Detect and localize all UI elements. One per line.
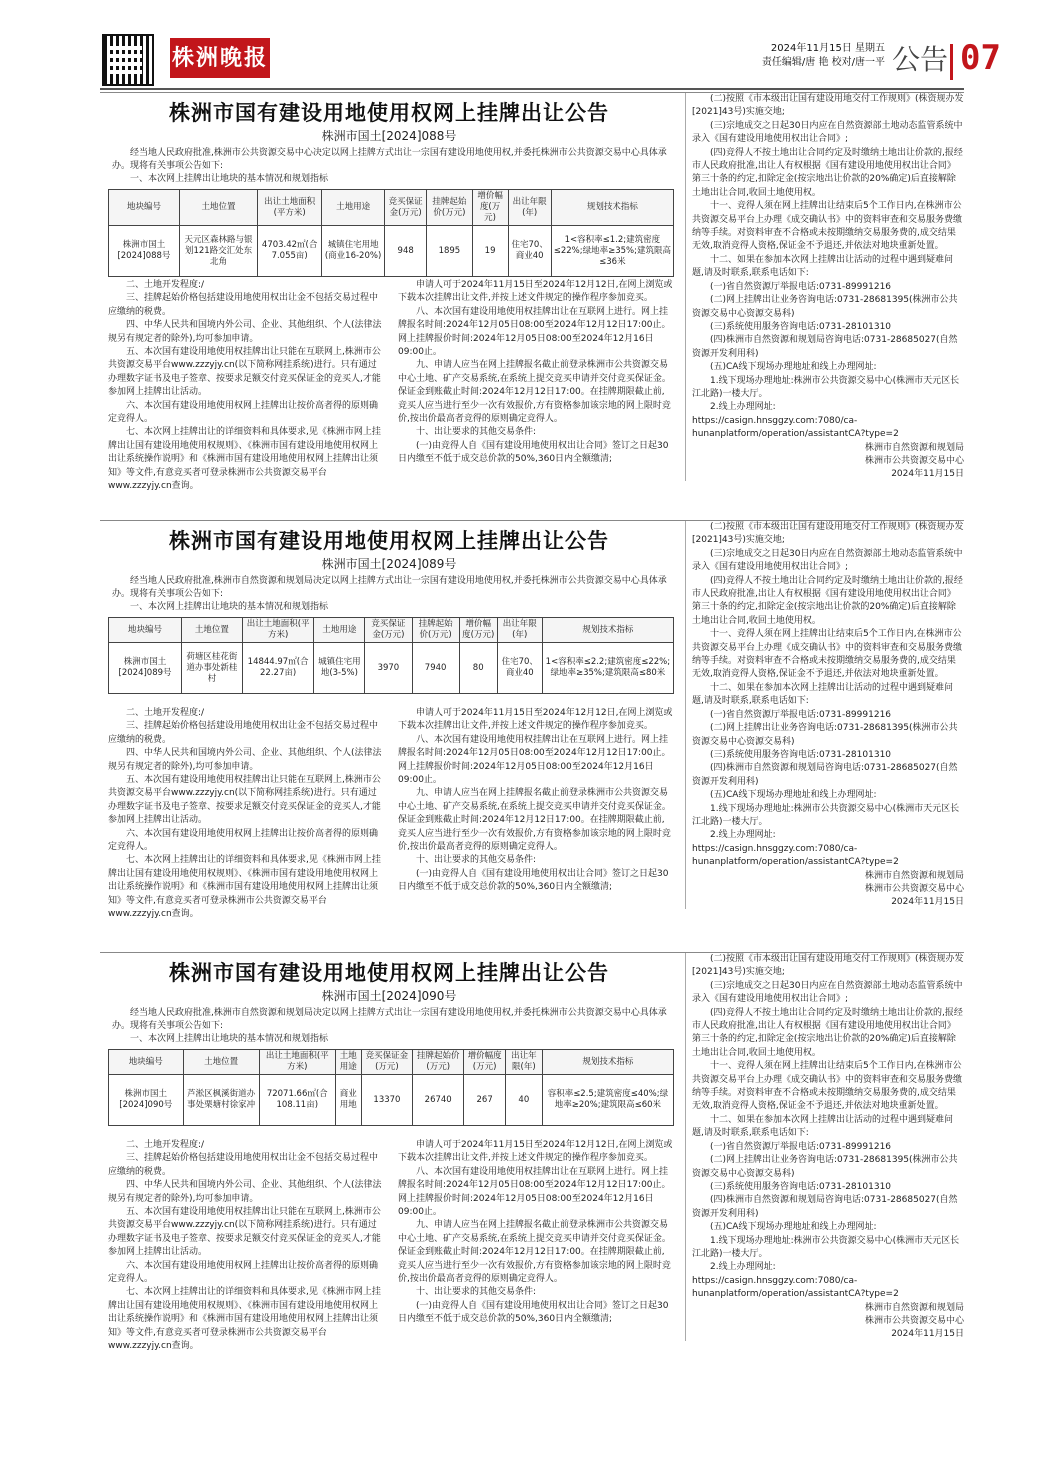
newspaper-logo: 株洲晚报: [170, 38, 270, 78]
paragraph: 四、中华人民共和国境内外公司、企业、其他组织、个人(法律法规另有规定者的除外),均可参加申请。: [108, 320, 382, 344]
paragraph: (四)竞得人不按土地出让合同约定及时缴纳土地出让价款的,报经市人民政府批准,出让人有权根据《国有建设用地使用权出让合同》第三十条的约定,扣除定金(按宗地出让价款的20%确定)后直接解除土地出让合同,收回土地使用权。: [692, 575, 963, 626]
header-info: [675, 42, 885, 70]
table-header-cell: 规划技术指标: [542, 1050, 673, 1075]
paragraph: 六、本次国有建设用地使用权网上挂牌出让按价高者得的原则确定竞得人。: [108, 400, 379, 425]
paragraph: 三、挂牌起始价格包括建设用地使用权出让金不包括交易过程中应缴纳的税费。: [108, 721, 379, 745]
section-heading: 一、本次网上挂牌出让地块的基本情况和规划指标: [130, 602, 329, 612]
table-cell: 住宅70、商业40: [497, 643, 542, 694]
table-cell: 72071.66㎡(合108.11亩): [259, 1075, 335, 1126]
table-header-cell: 增价幅度(万元): [464, 1050, 506, 1075]
paragraph: 三、挂牌起始价格包括建设用地使用权出让金不包括交易过程中应缴纳的税费。: [108, 293, 379, 317]
paragraph: 十二、如果在参加本次网上挂牌出让活动的过程中遇到疑难问题,请及时联系,联系电话如下:: [692, 254, 954, 279]
table-cell: 天元区森林路与银划121路交汇处东北角: [179, 226, 257, 277]
table-cell: 4703.42㎡(合7.055亩): [258, 226, 322, 277]
table-header-cell: 出让年限(年): [508, 190, 551, 226]
table-cell: 株洲市国土[2024]089号: [109, 643, 182, 694]
table-cell: 13370: [361, 1075, 412, 1126]
paragraph: https://casign.hnsggzy.com:7080/ca-hunanplatform/operation/assistantCA?type=2: [692, 415, 899, 440]
paragraph: https://casign.hnsggzy.com:7080/ca-hunanplatform/operation/assistantCA?type=2: [692, 843, 899, 868]
land-table: [108, 617, 674, 694]
intro-text: 经当地人民政府批准,株洲市自然资源和规划局决定以网上挂牌方式出让一宗国有建设用地使用权,并委托株洲市公共资源交易中心具体承办。现将有关事项公告如下:: [112, 576, 667, 599]
section-title: 公告: [892, 43, 949, 76]
paragraph: 九、申请人应当在网上挂牌报名截止前登录株洲市公共资源交易中心土地、矿产交易系统,在系统上提交竞买申请并交付竞买保证金。保证金到账截止时间:2024年12月12日17:00。在挂牌期限截止前,竞买人应当进行至少一次有效报价,方有资格参加该宗地的网上限时竞价,按出价最高者竞得的原则确定竞得人。: [398, 1220, 671, 1285]
notice-side-column: [685, 93, 964, 481]
signature-org2: 株洲市公共资源交易中心: [864, 883, 964, 894]
table-cell: 80: [459, 643, 497, 694]
header-divider: [950, 44, 953, 80]
table-cell: 芦淞区枫溪街道办事处栗塘村徐家冲: [183, 1075, 259, 1126]
table-header-cell: 地块编号: [109, 190, 180, 226]
table-cell: 城镇住宅用地(商业16-20%): [322, 226, 385, 277]
date-line: 2024年11月15日 星期五: [770, 43, 885, 54]
paragraph: 五、本次国有建设用地使用权挂牌出让只能在互联网上,株洲市公共资源交易平台www.zzzyjy.cn(以下简称网挂系统)进行。只有通过办理数字证书及电子签章、按要求足额交付竞买保证金的竞买人,才能参加网上挂牌出让活动。: [108, 347, 381, 398]
paragraph: 二、土地开发程度:/: [126, 1140, 205, 1150]
paragraph: 二、土地开发程度:/: [126, 708, 205, 718]
table-cell: 14844.97㎡(合22.27亩): [242, 643, 314, 694]
signature-org1: 株洲市自然资源和规划局: [864, 1302, 964, 1313]
paragraph: 三、挂牌起始价格包括建设用地使用权出让金不包括交易过程中应缴纳的税费。: [108, 1153, 379, 1177]
paragraph: 1.线下现场办理地址:株洲市公共资源交易中心(株洲市天元区长江北路)一楼大厅。: [692, 803, 960, 827]
paragraph: (五)CA线下现场办理地址和线上办理网址:: [710, 790, 877, 801]
table-header-cell: 出让土地面积(平方米): [258, 190, 322, 226]
paragraph: 1.线下现场办理地址:株洲市公共资源交易中心(株洲市天元区长江北路)一楼大厅。: [692, 1235, 960, 1259]
paragraph: (四)竞得人不按土地出让合同约定及时缴纳土地出让价款的,报经市人民政府批准,出让人有权根据《国有建设用地使用权出让合同》第三十条的约定,扣除定金(按宗地出让价款的20%确定)后直接解除土地出让合同,收回土地使用权。: [692, 1007, 963, 1058]
paragraph: (一)由竞得人自《国有建设用地使用权出让合同》签订之日起30日内缴至不低于成交总价款的50%,360日内全额缴清;: [398, 440, 669, 465]
doc-number: 株洲市国土[2024]089号: [321, 557, 457, 571]
text-column-1: [108, 1139, 383, 1354]
paragraph: 申请人可于2024年11月15日至2024年12月12日,在网上浏览或下载本次挂牌出让文件,并按上述文件规定的操作程序参加竞买。: [398, 280, 673, 304]
table-header-cell: 增价幅度(万元): [459, 618, 497, 643]
paragraph: (二)网上挂牌出让业务咨询电话:0731-28681395(株洲市公共资源交易中心资源交易科): [692, 723, 958, 747]
paragraph: (四)竞得人不按土地出让合同约定及时缴纳土地出让价款的,报经市人民政府批准,出让人有权根据《国有建设用地使用权出让合同》第三十条的约定,扣除定金(按宗地出让价款的20%确定)后直接解除土地出让合同,收回土地使用权。: [692, 147, 963, 198]
paragraph: (三)宗地成交之日起30日内应在自然资源部土地动态监管系统中录入《国有建设用地使用权出让合同》;: [692, 120, 963, 145]
notice-block: [100, 520, 964, 946]
signature-date: 2024年11月15日: [891, 1328, 964, 1339]
paragraph: (一)由竞得人自《国有建设用地使用权出让合同》签订之日起30日内缴至不低于成交总价款的50%,360日内全额缴清;: [398, 1300, 669, 1325]
table-header-row: [109, 190, 674, 226]
paragraph: https://casign.hnsggzy.com:7080/ca-hunanplatform/operation/assistantCA?type=2: [692, 1275, 899, 1300]
paragraph: 申请人可于2024年11月15日至2024年12月12日,在网上浏览或下载本次挂牌出让文件,并按上述文件规定的操作程序参加竞买。: [398, 1140, 673, 1164]
table-cell: 26740: [413, 1075, 464, 1126]
table-header-cell: 土地位置: [183, 1050, 259, 1075]
table-cell: 城镇住宅用地(3-5%): [314, 643, 365, 694]
table-cell: 19: [472, 226, 508, 277]
paragraph: (五)CA线下现场办理地址和线上办理网址:: [710, 1222, 877, 1233]
table-cell: 荷塘区桂花街道办事处新桂村: [182, 643, 243, 694]
paragraph: 七、本次网上挂牌出让的详细资料和具体要求,见《株洲市网上挂牌出让国有建设用地使用权规则》、《株洲市国有建设用地使用权网上出让系统操作说明》和《株洲市国有建设用地使用权网上挂牌出让须知》等文件,有意竞买者可登录株洲市公共资源交易平台www.zzzyjy.cn查询。: [108, 1287, 381, 1352]
table-cell: 株洲市国土[2024]088号: [109, 226, 180, 277]
table-header-row: [109, 1050, 674, 1075]
paragraph: 2.线上办理网址:: [710, 402, 776, 413]
paragraph: (四)株洲市自然资源和规划局咨询电话:0731-28685027(自然资源开发利用科): [692, 335, 958, 359]
text-column-1: [108, 279, 383, 494]
signature-org1: 株洲市自然资源和规划局: [864, 870, 964, 881]
signature-date: 2024年11月15日: [891, 896, 964, 907]
text-column-2: [398, 279, 673, 467]
page-header: [100, 32, 1001, 86]
table-header-cell: 规划技术指标: [542, 618, 673, 643]
paragraph: (二)网上挂牌出让业务咨询电话:0731-28681395(株洲市公共资源交易中心资源交易科): [692, 295, 958, 319]
paragraph: 七、本次网上挂牌出让的详细资料和具体要求,见《株洲市网上挂牌出让国有建设用地使用权规则》、《株洲市国有建设用地使用权网上出让系统操作说明》和《株洲市国有建设用地使用权网上挂牌出让须知》等文件,有意竞买者可登录株洲市公共资源交易平台www.zzzyjy.cn查询。: [108, 855, 381, 920]
paragraph: 五、本次国有建设用地使用权挂牌出让只能在互联网上,株洲市公共资源交易平台www.zzzyjy.cn(以下简称网挂系统)进行。只有通过办理数字证书及电子签章、按要求足额交付竞买保证金的竞买人,才能参加网上挂牌出让活动。: [108, 775, 381, 826]
table-row: [109, 643, 674, 694]
paragraph: 十一、竞得人须在网上挂牌出让结束后5个工作日内,在株洲市公共资源交易平台上办理《成交确认书》中的资料审查和交易服务费缴纳等手续。对资料审查不合格或未按期缴纳交易服务费的,成交结果无效,取消竞得人资格,保证金不予退还,并依法对地块重新处置。: [692, 629, 963, 680]
paragraph: (一)省自然资源厅举报电话:0731-89991216: [710, 281, 892, 292]
paragraph: 七、本次网上挂牌出让的详细资料和具体要求,见《株洲市网上挂牌出让国有建设用地使用权规则》、《株洲市国有建设用地使用权网上出让系统操作说明》和《株洲市国有建设用地使用权网上挂牌出让须知》等文件,有意竞买者可登录株洲市公共资源交易平台www.zzzyjy.cn查询。: [108, 427, 381, 492]
paragraph: 八、本次国有建设用地使用权挂牌出让在互联网上进行。网上挂牌报名时间:2024年12月05日08:00至2024年12月12日17:00止。网上挂牌报价时间:2024年12月05日08:00至2024年12月16日09:00止。: [398, 734, 671, 786]
paragraph: 六、本次国有建设用地使用权网上挂牌出让按价高者得的原则确定竞得人。: [108, 1260, 379, 1285]
table-row: [109, 226, 674, 277]
signature-org1: 株洲市自然资源和规划局: [864, 442, 964, 453]
table-header-cell: 出让土地面积(平方米): [242, 618, 314, 643]
page-number: 07: [960, 38, 1001, 78]
editor-line: 责任编辑/唐 艳 校对/唐一平: [761, 57, 885, 68]
table-header-cell: 土地用途: [335, 1050, 361, 1075]
qr-code-icon: [102, 34, 154, 86]
text-column-2: [398, 1139, 673, 1327]
notice-title: 株洲市国有建设用地使用权网上挂牌出让公告: [169, 101, 609, 125]
paragraph: (二)按照《市本级出让国有建设用地交付工作规则》(株资规办发[2021]43号)实施交地;: [692, 522, 964, 546]
land-table: [108, 1049, 674, 1126]
text-column-2: [398, 707, 673, 895]
table-header-cell: 增价幅度(万元): [472, 190, 508, 226]
table-header-cell: 土地位置: [182, 618, 243, 643]
paragraph: 十、出让要求的其他交易条件:: [416, 855, 537, 866]
paragraph: (五)CA线下现场办理地址和线上办理网址:: [710, 362, 877, 373]
paragraph: (二)网上挂牌出让业务咨询电话:0731-28681395(株洲市公共资源交易中心资源交易科): [692, 1155, 958, 1179]
paragraph: 六、本次国有建设用地使用权网上挂牌出让按价高者得的原则确定竞得人。: [108, 828, 379, 853]
paragraph: 1.线下现场办理地址:株洲市公共资源交易中心(株洲市天元区长江北路)一楼大厅。: [692, 375, 960, 399]
paragraph: 九、申请人应当在网上挂牌报名截止前登录株洲市公共资源交易中心土地、矿产交易系统,在系统上提交竞买申请并交付竞买保证金。保证金到账截止时间:2024年12月12日17:00。在挂牌期限截止前,竞买人应当进行至少一次有效报价,方有资格参加该宗地的网上限时竞价,按出价最高者竞得的原则确定竞得人。: [398, 360, 671, 425]
paragraph: (二)按照《市本级出让国有建设用地交付工作规则》(株资规办发[2021]43号)实施交地;: [692, 94, 964, 118]
table-cell: 3970: [365, 643, 412, 694]
paragraph: 二、土地开发程度:/: [126, 280, 205, 290]
paragraph: (一)由竞得人自《国有建设用地使用权出让合同》签订之日起30日内缴至不低于成交总价款的50%,360日内全额缴清;: [398, 868, 669, 893]
paragraph: (一)省自然资源厅举报电话:0731-89991216: [710, 709, 892, 720]
notice-title: 株洲市国有建设用地使用权网上挂牌出让公告: [169, 961, 609, 985]
table-cell: 1895: [427, 226, 472, 277]
table-header-cell: 地块编号: [109, 618, 182, 643]
paragraph: (四)株洲市自然资源和规划局咨询电话:0731-28685027(自然资源开发利用科): [692, 763, 958, 787]
land-table: [108, 189, 674, 277]
section-heading: 一、本次网上挂牌出让地块的基本情况和规划指标: [130, 1034, 329, 1044]
paragraph: 八、本次国有建设用地使用权挂牌出让在互联网上进行。网上挂牌报名时间:2024年12月05日08:00至2024年12月12日17:00止。网上挂牌报价时间:2024年12月05日08:00至2024年12月16日09:00止。: [398, 306, 671, 358]
paragraph: (三)系统使用服务咨询电话:0731-28101310: [710, 749, 892, 760]
table-cell: 948: [385, 226, 427, 277]
table-header-cell: 出让土地面积(平方米): [259, 1050, 335, 1075]
table-header-cell: 竞买保证金(万元): [361, 1050, 412, 1075]
table-header-cell: 规划技术指标: [551, 190, 673, 226]
table-header-row: [109, 618, 674, 643]
table-cell: 1<容积率≤2.2;建筑密度≤22%;绿地率≥35%;建筑限高≤80米: [542, 643, 673, 694]
paragraph: (四)株洲市自然资源和规划局咨询电话:0731-28685027(自然资源开发利用科): [692, 1195, 958, 1219]
table-cell: 40: [505, 1075, 542, 1126]
table-header-cell: 竞买保证金(万元): [365, 618, 412, 643]
doc-number: 株洲市国土[2024]090号: [321, 989, 457, 1003]
paragraph: (二)按照《市本级出让国有建设用地交付工作规则》(株资规办发[2021]43号)实施交地;: [692, 954, 964, 978]
paragraph: 十二、如果在参加本次网上挂牌出让活动的过程中遇到疑难问题,请及时联系,联系电话如下:: [692, 1114, 954, 1139]
paragraph: 十、出让要求的其他交易条件:: [416, 427, 537, 438]
paragraph: 八、本次国有建设用地使用权挂牌出让在互联网上进行。网上挂牌报名时间:2024年12月05日08:00至2024年12月12日17:00止。网上挂牌报价时间:2024年12月05日08:00至2024年12月16日09:00止。: [398, 1166, 671, 1218]
table-header-cell: 出让年限(年): [497, 618, 542, 643]
notice-block: [100, 92, 964, 518]
table-cell: 商业用地: [335, 1075, 361, 1126]
table-header-cell: 地块编号: [109, 1050, 184, 1075]
paragraph: 十一、竞得人须在网上挂牌出让结束后5个工作日内,在株洲市公共资源交易平台上办理《成交确认书》中的资料审查和交易服务费缴纳等手续。对资料审查不合格或未按期缴纳交易服务费的,成交结果无效,取消竞得人资格,保证金不予退还,并依法对地块重新处置。: [692, 1061, 963, 1112]
paragraph: 2.线上办理网址:: [710, 830, 776, 841]
paragraph: (三)宗地成交之日起30日内应在自然资源部土地动态监管系统中录入《国有建设用地使用权出让合同》;: [692, 980, 963, 1005]
table-cell: 容积率≤2.5;建筑密度≤40%;绿地率≥20%;建筑限高≤60米: [542, 1075, 673, 1126]
notice-block: [100, 952, 964, 1378]
table-cell: 267: [464, 1075, 506, 1126]
signature-org2: 株洲市公共资源交易中心: [864, 455, 964, 466]
notice-title: 株洲市国有建设用地使用权网上挂牌出让公告: [169, 529, 609, 553]
paragraph: 十、出让要求的其他交易条件:: [416, 1287, 537, 1298]
notice-side-column: [685, 521, 964, 909]
paragraph: (三)宗地成交之日起30日内应在自然资源部土地动态监管系统中录入《国有建设用地使用权出让合同》;: [692, 548, 963, 573]
paragraph: 四、中华人民共和国境内外公司、企业、其他组织、个人(法律法规另有规定者的除外),均可参加申请。: [108, 1180, 382, 1204]
table-cell: 株洲市国土[2024]090号: [109, 1075, 184, 1126]
header-rule: [100, 88, 964, 90]
paragraph: (三)系统使用服务咨询电话:0731-28101310: [710, 1181, 892, 1192]
signature-org2: 株洲市公共资源交易中心: [864, 1315, 964, 1326]
table-cell: 1<容积率≤1.2;建筑密度≤22%;绿地率≥35%;建筑限高≤36米: [551, 226, 673, 277]
paragraph: 十二、如果在参加本次网上挂牌出让活动的过程中遇到疑难问题,请及时联系,联系电话如下:: [692, 682, 954, 707]
doc-number: 株洲市国土[2024]088号: [321, 129, 457, 143]
notice-side-column: [685, 953, 964, 1341]
table-header-cell: 挂牌起始价(万元): [412, 618, 459, 643]
paragraph: 十一、竞得人须在网上挂牌出让结束后5个工作日内,在株洲市公共资源交易平台上办理《成交确认书》中的资料审查和交易服务费缴纳等手续。对资料审查不合格或未按期缴纳交易服务费的,成交结果无效,取消竞得人资格,保证金不予退还,并依法对地块重新处置。: [692, 201, 963, 252]
paragraph: (一)省自然资源厅举报电话:0731-89991216: [710, 1141, 892, 1152]
paragraph: 2.线上办理网址:: [710, 1262, 776, 1273]
table-header-cell: 挂牌起始价(万元): [427, 190, 472, 226]
paragraph: 五、本次国有建设用地使用权挂牌出让只能在互联网上,株洲市公共资源交易平台www.zzzyjy.cn(以下简称网挂系统)进行。只有通过办理数字证书及电子签章、按要求足额交付竞买保证金的竞买人,才能参加网上挂牌出让活动。: [108, 1207, 381, 1258]
paragraph: 九、申请人应当在网上挂牌报名截止前登录株洲市公共资源交易中心土地、矿产交易系统,在系统上提交竞买申请并交付竞买保证金。保证金到账截止时间:2024年12月12日17:00。在挂牌期限截止前,竞买人应当进行至少一次有效报价,方有资格参加该宗地的网上限时竞价,按出价最高者竞得的原则确定竞得人。: [398, 788, 671, 853]
paragraph: (三)系统使用服务咨询电话:0731-28101310: [710, 321, 892, 332]
text-column-1: [108, 707, 383, 922]
paragraph: 申请人可于2024年11月15日至2024年12月12日,在网上浏览或下载本次挂牌出让文件,并按上述文件规定的操作程序参加竞买。: [398, 708, 673, 732]
signature-date: 2024年11月15日: [891, 468, 964, 479]
table-header-cell: 竞买保证金(万元): [385, 190, 427, 226]
table-header-cell: 土地用途: [322, 190, 385, 226]
table-header-cell: 土地用途: [314, 618, 365, 643]
table-row: [109, 1075, 674, 1126]
table-header-cell: 挂牌起始价(万元): [413, 1050, 464, 1075]
intro-text: 经当地人民政府批准,株洲市公共资源交易中心决定以网上挂牌方式出让一宗国有建设用地使用权,并委托株洲市公共资源交易中心具体承办。现将有关事项公告如下:: [112, 148, 667, 171]
intro-text: 经当地人民政府批准,株洲市自然资源和规划局决定以网上挂牌方式出让一宗国有建设用地使用权,并委托株洲市公共资源交易中心具体承办。现将有关事项公告如下:: [112, 1008, 667, 1031]
table-header-cell: 出让年限(年): [505, 1050, 542, 1075]
table-cell: 住宅70、商业40: [508, 226, 551, 277]
paragraph: 四、中华人民共和国境内外公司、企业、其他组织、个人(法律法规另有规定者的除外),均可参加申请。: [108, 748, 382, 772]
section-heading: 一、本次网上挂牌出让地块的基本情况和规划指标: [130, 174, 329, 184]
table-header-cell: 土地位置: [179, 190, 257, 226]
table-cell: 7940: [412, 643, 459, 694]
